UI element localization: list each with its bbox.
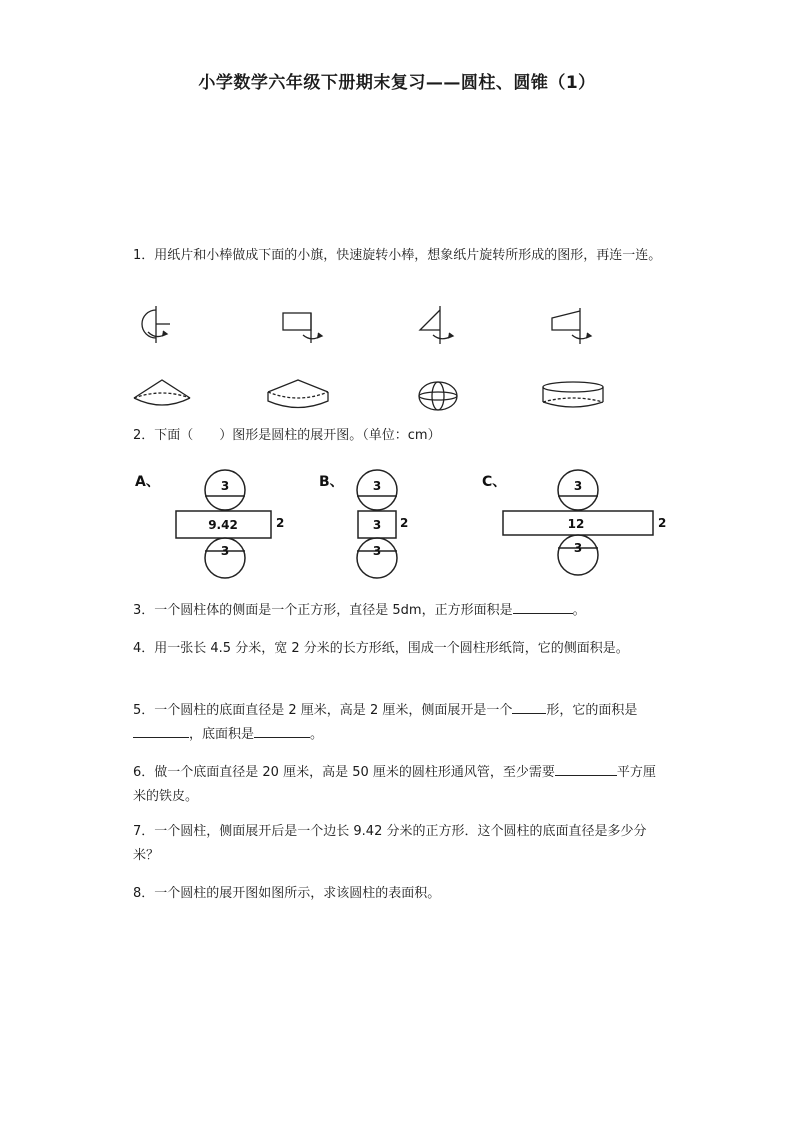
answer-blank-6[interactable]: [555, 761, 617, 776]
net-a-label: A、: [135, 474, 160, 490]
question-2: 2．下面（ ）图形是圆柱的展开图。（单位：cm）: [133, 428, 441, 443]
answer-blank-5a[interactable]: [512, 699, 546, 714]
net-b-bottom-circle: 3: [372, 544, 382, 558]
net-a-bottom-circle: 3: [220, 544, 230, 558]
page-title: 小学数学六年级下册期末复习——圆柱、圆锥（1）: [198, 73, 596, 93]
answer-blank-5b[interactable]: [133, 723, 189, 738]
question-5-text-c: ，底面积是: [189, 727, 255, 742]
question-3: [133, 599, 663, 623]
question-5: [133, 699, 663, 747]
question-5-text-b: 形，它的面积是: [546, 703, 638, 718]
question-3-end: 。: [572, 603, 586, 618]
net-a-rect: 9.42: [208, 518, 238, 532]
question-7: 7．一个圆柱，侧面展开后是一个边长 9.42 分米的正方形．这个圆柱的底面直径是多少分米？: [133, 824, 647, 863]
question-4: 4．用一张长 4.5 分米，宽 2 分米的长方形纸，围成一个圆柱形纸筒，它的侧面积是。: [133, 641, 629, 656]
net-c-bottom-circle: 3: [573, 541, 583, 555]
net-b-top-circle: 3: [372, 479, 382, 493]
question-6: [133, 761, 663, 809]
question-6-text-a: 6．做一个底面直径是 20 厘米，高是 50 厘米的圆柱形通风管，至少需要: [133, 765, 555, 780]
answer-blank-3[interactable]: [513, 599, 573, 614]
question-1: 1．用纸片和小棒做成下面的小旗，快速旋转小棒，想象纸片旋转所形成的图形，再连一连。: [133, 248, 662, 263]
net-b-label: B、: [319, 474, 344, 490]
answer-blank-5c[interactable]: [254, 723, 310, 738]
net-c-side: 2: [658, 516, 667, 530]
net-c-top-circle: 3: [573, 479, 583, 493]
net-a-top-circle: 3: [220, 479, 230, 493]
net-c-label: C、: [482, 474, 507, 490]
net-c-rect: 12: [567, 517, 585, 531]
net-a-side: 2: [276, 516, 285, 530]
question-6-text-b: 平方厘米的铁皮。: [133, 765, 656, 804]
question-5-text-a: 5．一个圆柱的底面直径是 2 厘米，高是 2 厘米，侧面展开是一个: [133, 703, 513, 718]
question-5-text-d: 。: [310, 727, 324, 742]
net-b-rect: 3: [372, 518, 382, 532]
question-8: 8．一个圆柱的展开图如图所示，求该圆柱的表面积。: [133, 886, 441, 901]
net-b-side: 2: [400, 516, 409, 530]
question-3-text: 3．一个圆柱体的侧面是一个正方形，直径是 5dm，正方形面积是: [133, 603, 513, 618]
